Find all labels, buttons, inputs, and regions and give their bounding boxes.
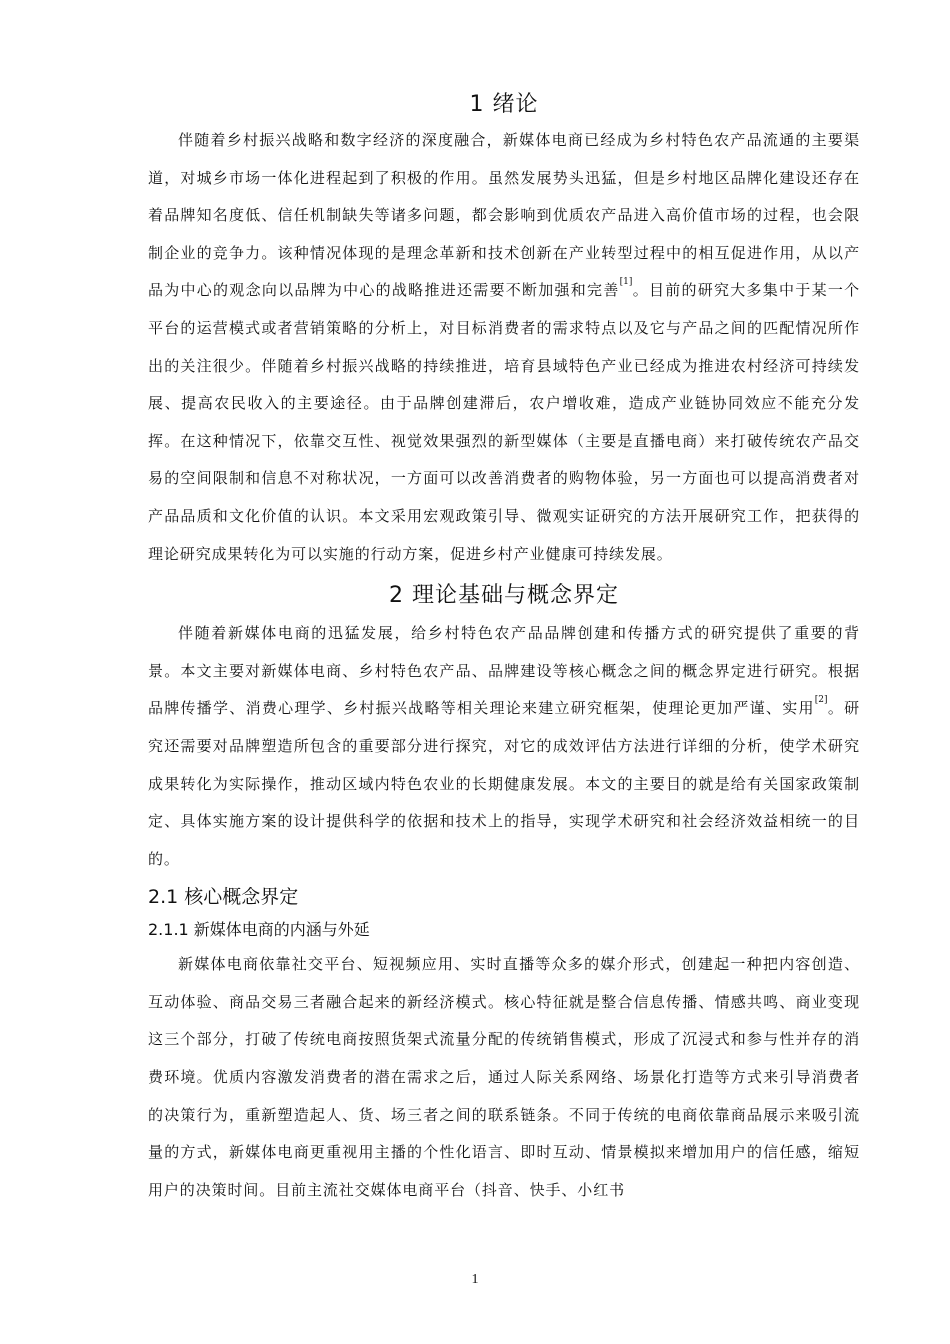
paragraph-text: 伴随着新媒体电商的迅猛发展，给乡村特色农产品品牌创建和传播方式的研究提供了重要的背景。本文主要对新媒体电商、乡村特色农产品、品牌建设等核心概念之间的概念界定进行研究。根据品牌传播学、消费心理学、乡村振兴战略等相关理论来建立研究框架，使理论更加严谨、实用: [148, 624, 860, 718]
page-number: 1: [471, 1272, 479, 1287]
subsection-2-1-1-heading: 2.1.1 新媒体电商的内涵与外延: [148, 920, 370, 940]
section-1-heading: 1 绪论: [469, 92, 539, 117]
section-2-heading: 2 理论基础与概念界定: [389, 583, 619, 609]
paragraph-text: 。目前的研究大多集中于某一个平台的运营模式或者营销策略的分析上，对目标消费者的需求特点以及它与产品之间的匹配情况所作出的关注很少。伴随着乡村振兴战略的持续推进，培育县域特色产业已经成为推进农村经济可持续发展、提高农民收入的主要途径。由于品牌创建滞后，农户增收难，造成产业链协同效应不能充分发挥。在这种情况下，依靠交互性、视觉效果强烈的新型媒体（主要是直播电商）来打破传统农产品交易的空间限制和信息不对称状况，一方面可以改善消费者的购物体验，另一方面也可以提高消费者对产品品质和文化价值的认识。本文采用宏观政策引导、微观实证研究的方法开展研究工作，把获得的理论研究成果转化为可以实施的行动方案，促进乡村产业健康可持续发展。: [148, 281, 860, 563]
subsection-2-1-1-paragraph: 新媒体电商依靠社交平台、短视频应用、实时直播等众多的媒介形式，创建起一种把内容创造、互动体验、商品交易三者融合起来的新经济模式。核心特征就是整合信息传播、情感共鸣、商业变现这三个部分，打破了传统电商按照货架式流量分配的传统销售模式，形成了沉浸式和参与性并存的消费环境。优质内容激发消费者的潜在需求之后，通过人际关系网络、场景化打造等方式来引导消费者的决策行为，重新塑造起人、货、场三者之间的联系链条。不同于传统的电商依靠商品展示来吸引流量的方式，新媒体电商更重视用主播的个性化语言、即时互动、情景模拟来增加用户的信任感，缩短用户的决策时间。目前主流社交媒体电商平台（抖音、快手、小红书: [148, 955, 860, 1199]
section-2-paragraph: [148, 615, 860, 878]
citation-ref-1: [1]: [619, 277, 633, 288]
page-body: [148, 88, 860, 1209]
section-1-paragraph: [148, 122, 860, 573]
subsection-2-1-heading: 2.1 核心概念界定: [148, 886, 299, 909]
citation-ref-2: [2]: [814, 695, 828, 706]
paragraph-text: 伴随着乡村振兴战略和数字经济的深度融合，新媒体电商已经成为乡村特色农产品流通的主要渠道，对城乡市场一体化进程起到了积极的作用。虽然发展势头迅猛，但是乡村地区品牌化建设还存在着品牌知名度低、信任机制缺失等诸多问题，都会影响到优质农产品进入高价值市场的过程，也会限制企业的竞争力。该种情况体现的是理念革新和技术创新在产业转型过程中的相互促进作用，从以产品为中心的观念向以品牌为中心的战略推进还需要不断加强和完善: [148, 131, 860, 300]
paragraph-text: 。研究还需要对品牌塑造所包含的重要部分进行探究，对它的成效评估方法进行详细的分析，使学术研究成果转化为实际操作，推动区域内特色农业的长期健康发展。本文的主要目的就是给有关国家政策制定、具体实施方案的设计提供科学的依据和技术上的指导，实现学术研究和社会经济效益相统一的目的。: [148, 699, 860, 868]
